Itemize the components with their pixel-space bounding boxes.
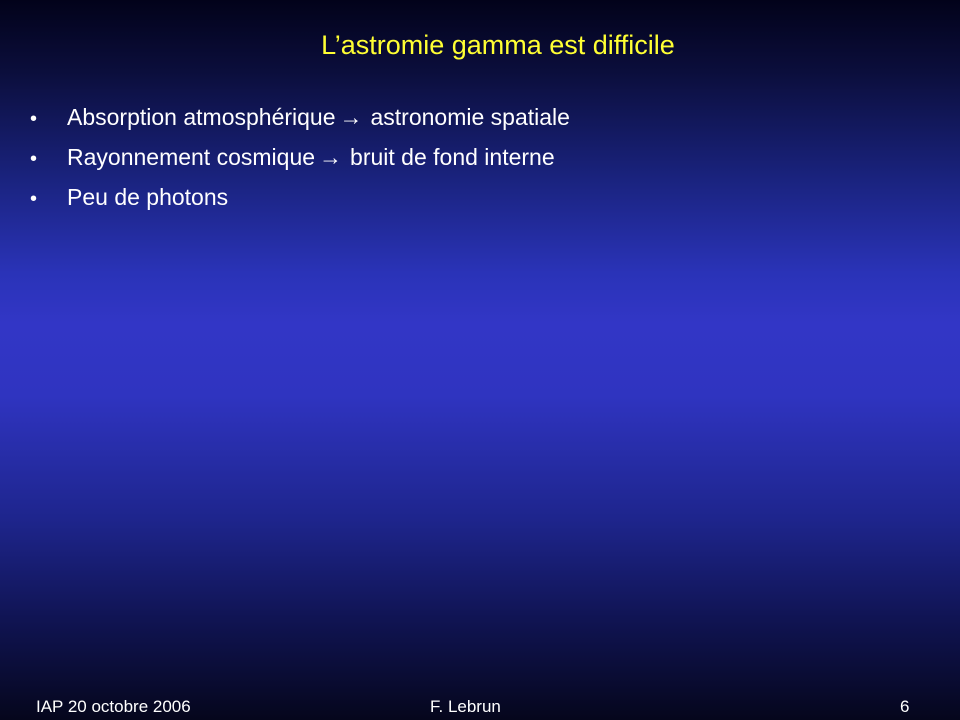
bullet-text: Peu de photons — [67, 184, 229, 210]
bullet-text: Absorption atmosphérique — [67, 104, 336, 130]
right-arrow-icon: → — [319, 144, 343, 170]
right-arrow-icon: → — [339, 104, 363, 130]
footer-event-date: IAP 20 octobre 2006 — [36, 697, 191, 716]
footer-author: F. Lebrun — [430, 697, 501, 716]
bullet-icon: • — [30, 148, 38, 170]
bullet-item-absorption — [30, 98, 570, 138]
footer-page-number: 6 — [900, 697, 910, 716]
bullet-item-rayonnement — [30, 138, 570, 178]
bullet-text-result: bruit de fond interne — [350, 144, 555, 170]
bullet-list — [30, 98, 570, 218]
bullet-text: Rayonnement cosmique — [67, 144, 316, 170]
bullet-item-photons — [30, 178, 570, 218]
bullet-icon: • — [30, 188, 38, 210]
bullet-icon: • — [30, 108, 38, 130]
bullet-text-result: astronomie spatiale — [370, 104, 570, 130]
slide-title: L’astromie gamma est difficile — [321, 30, 675, 60]
